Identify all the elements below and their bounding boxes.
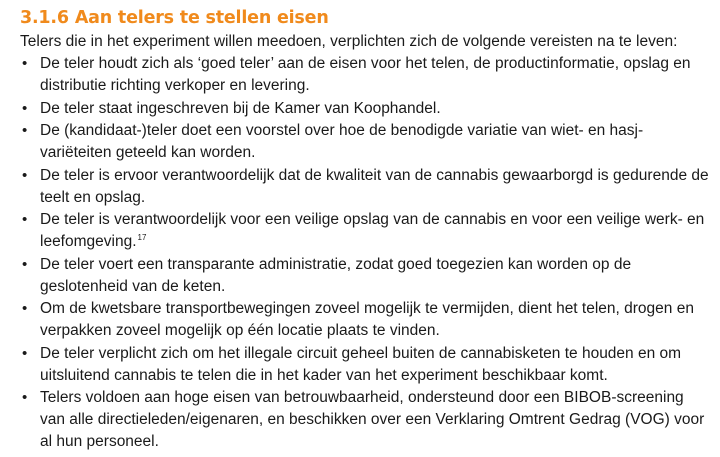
section-title: Aan telers te stellen eisen: [74, 8, 329, 28]
list-item: [20, 98, 710, 120]
list-item-text: De (kandidaat-)teler doet een voorstel over hoe de benodigde variatie van wiet- en hasj-variëteiten geteeld kan worden.: [40, 122, 644, 161]
list-item-text: Telers voldoen aan hoge eisen van betrouwbaarheid, ondersteund door een BIBOB-screening van alle directieleden/eigenaren, en beschikken over een Verklaring Omtrent Gedrag (VOG) voor al hun personeel.: [40, 389, 705, 450]
list-item: [20, 343, 710, 387]
list-item: [20, 53, 710, 97]
bullet-icon: •: [22, 300, 28, 317]
list-item: [20, 165, 710, 209]
list-item-text: De teler is verantwoordelijk voor een veilige opslag van de cannabis en voor een veilige werk- en leefomgeving.: [40, 211, 705, 250]
footnote-marker[interactable]: 17: [137, 232, 147, 242]
list-item-text: De teler is ervoor verantwoordelijk dat de kwaliteit van de cannabis gewaarborgd is gedurende de teelt en opslag.: [40, 166, 709, 206]
bullet-icon: •: [22, 166, 28, 184]
list-item-text: De teler voert een transparante administratie, zodat goed toegezien kan worden op de geslotenheid van de keten.: [40, 255, 632, 295]
list-item-text: De teler verplicht zich om het illegale circuit geheel buiten de cannabisketen te houden en om uitsluitend cannabis te telen die in het kader van het experiment beschikbaar komt.: [40, 344, 682, 384]
list-item-text: Om de kwetsbare transportbewegingen zoveel mogelijk te vermijden, dient het telen, drogen en verpakken zoveel mogelijk op één locatie plaats te vinden.: [40, 300, 694, 339]
list-item: [20, 120, 710, 164]
bullet-icon: •: [22, 211, 28, 228]
bullet-icon: •: [22, 255, 28, 273]
bullet-icon: •: [22, 99, 28, 117]
bullet-icon: •: [22, 344, 28, 362]
section-heading: [20, 6, 710, 30]
requirements-list: [20, 53, 710, 453]
list-item-text: De teler houdt zich als ‘goed teler’ aan de eisen voor het telen, de productinformatie, opslag en distributie richting verkoper en levering.: [40, 55, 691, 94]
list-item: [20, 209, 710, 253]
bullet-icon: •: [22, 389, 28, 406]
list-item-text: De teler staat ingeschreven bij de Kamer van Koophandel.: [40, 99, 441, 117]
section-number: 3.1.6: [20, 8, 69, 28]
bullet-icon: •: [22, 55, 28, 72]
intro-paragraph: Telers die in het experiment willen meedoen, verplichten zich de volgende vereisten na te leven:: [20, 33, 678, 50]
list-item: [20, 387, 710, 453]
bullet-icon: •: [22, 122, 28, 139]
list-item: [20, 254, 710, 298]
list-item: [20, 298, 710, 342]
document-page: [20, 6, 710, 454]
